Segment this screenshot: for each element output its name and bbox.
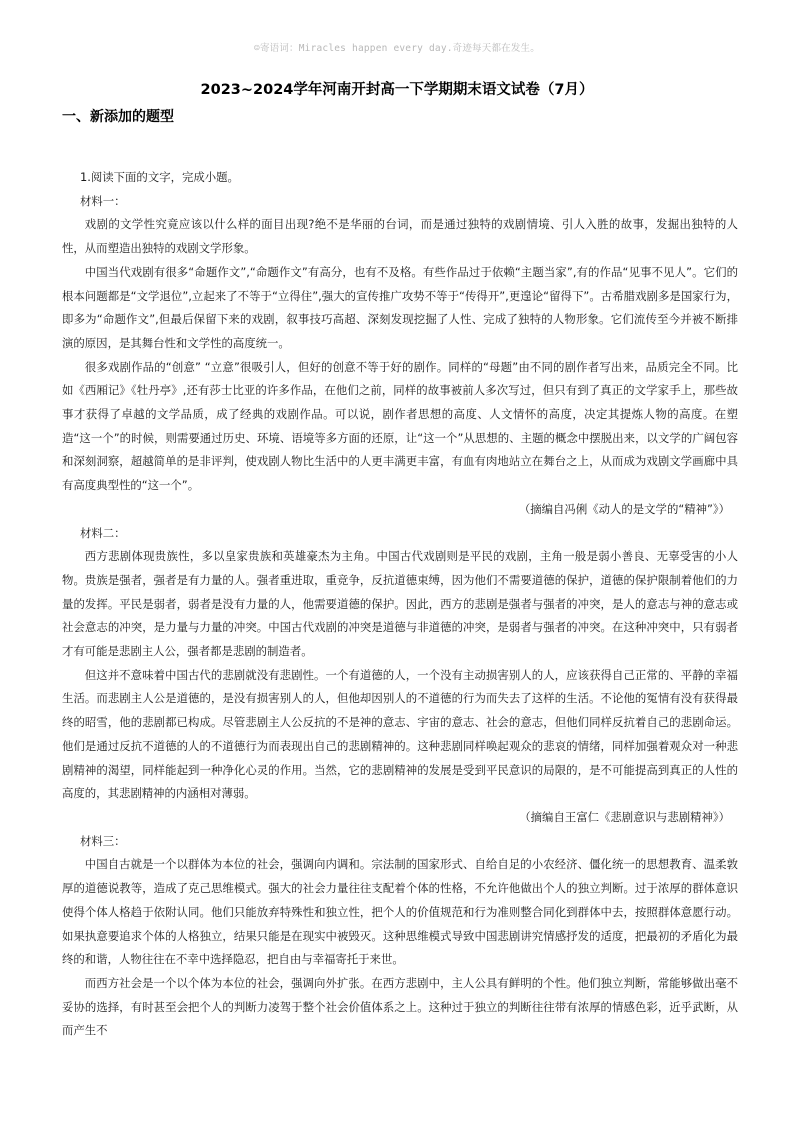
question-body — [62, 166, 738, 1043]
material1-source: （摘编自冯俐《动人的是文学的“精神”》） — [518, 501, 730, 516]
material1-label: 材料一： — [80, 193, 126, 208]
material1-paragraph-2: 中国当代戏剧有很多“命题作文”,“命题作文”有高分，也有不及格。有些作品过于依赖“主题当家”,有的作品“见事不见人”。它们的根本问题都是“文学退位”,立起来了不等于“立得住”,强大的宣传推广攻势不等于“传得开”,更遑论“留得下”。古希腊戏剧多是国家行为，即多为“命题作文”,但最后保留下来的戏剧，叙事技巧高超、深刻发现挖掘了人性、完成了独特的人物形象。它们流传至今并被不断排演的原因，是其舞台性和文学性的高度统一。 — [62, 264, 738, 350]
material3-paragraph-1: 中国自古就是一个以群体为本位的社会，强调向内调和。宗法制的国家形式、自给自足的小农经济、僵化统一的思想教育、温柔敦厚的道德说教等，造成了克己思维模式。强大的社会力量往往支配着个体的性格，不允许他做出个人的独立判断。过于浓厚的群体意识使得个体人格趋于依附认同。他们只能放弃特殊性和独立性，把个人的价值规范和行为准则整合同化到群体中去，按照群体意愿行动。如果执意要追求个体的人格独立，结果只能是在现实中被毁灭。这种思维模式导致中国悲剧讲究情感抒发的适度，把最初的矛盾化为最终的和谐，人物往往在不幸中选择隐忍，把自由与幸福寄托于来世。 — [62, 857, 738, 967]
material3-paragraph-2: 而西方社会是一个以个体为本位的社会，强调向外扩张。在西方悲剧中，主人公具有鲜明的个性。他们独立判断，常能够做出毫不妥协的选择，有时甚至会把个人的判断力凌驾于整个社会价值体系之上。这种过于独立的判断往往带有浓厚的情感色彩，近乎武断，从而产生不 — [62, 975, 738, 1038]
section-heading: 一、新添加的题型 — [62, 109, 174, 125]
material1-paragraph-3: 很多戏剧作品的“创意” “立意”很吸引人，但好的创意不等于好的剧作。同样的“母题”由不同的剧作者写出来，品质完全不同。比如《西厢记》《牡丹亭》,还有莎士比亚的许多作品，在他们之前，同样的故事被前人多次写过，但只有到了真正的文学家手上，那些故事才获得了卓越的文学品质，成了经典的戏剧作品。可以说，剧作者思想的高度、人文情怀的高度，决定其提炼人物的高度。在塑造“这一个”的时候，则需要通过历史、环境、语境等多方面的还原，让“这一个”从思想的、主题的概念中摆脱出来，以文学的广阔包容和深刻洞察，超越简单的是非评判，使戏剧人物比生活中的人更丰满更丰富，有血有肉地站立在舞台之上，从而成为戏剧文学画廊中具有高度典型性的“这一个”。 — [62, 359, 738, 493]
material2-source: （摘编自王富仁《悲剧意识与悲剧精神》） — [519, 809, 730, 824]
material2-paragraph-1: 西方悲剧体现贵族性，多以皇家贵族和英雄豪杰为主角。中国古代戏剧则是平民的戏剧，主角一般是弱小善良、无辜受害的小人物。贵族是强者，强者是有力量的人。强者重进取，重竞争，反抗道德束缚，因为他们不需要道德的保护，道德的保护限制着他们的力量的发挥。平民是弱者，弱者是没有力量的人，他需要道德的保护。因此，西方的悲剧是强者与强者的冲突，是人的意志与神的意志或社会意志的冲突，是力量与力量的冲突。中国古代戏剧的冲突是道德与非道德的冲突，是弱者与强者的冲突。在这种冲突中，只有弱者才有可能是悲剧主人公，强者都是悲剧的制造者。 — [62, 549, 738, 659]
exam-title: 2023~2024学年河南开封高一下学期期末语文试卷（7月） — [200, 82, 594, 98]
material1-paragraph-1: 戏剧的文学性究竟应该以什么样的面目出现?绝不是华丽的台词，而是通过独特的戏剧情境、引人入胜的故事，发掘出独特的人性，从而塑造出独特的戏剧文学形象。 — [62, 217, 738, 256]
question-prompt: 1.阅读下面的文字，完成小题。 — [80, 170, 239, 184]
material3-label: 材料三： — [80, 833, 126, 848]
header-motto: ☺寄语词：Miracles happen every day.奇迹每天都在发生。 — [254, 43, 540, 54]
material2-label: 材料二： — [80, 525, 126, 540]
material2-paragraph-2: 但这并不意味着中国古代的悲剧就没有悲剧性。一个有道德的人，一个没有主动损害别人的人，应该获得自己正常的、平静的幸福生活。而悲剧主人公是道德的，是没有损害别人的人，但他却因别人的不道德的行为而失去了这样的生活。不论他的冤情有没有获得最终的昭雪，他的悲剧都已构成。尽管悲剧主人公反抗的不是神的意志、宇宙的意志、社会的意志，但他们同样反抗着自己的悲剧命运。他们是通过反抗不道德的人的不道德行为而表现出自己的悲剧精神的。这种悲剧同样唤起观众的悲哀的情绪，同样加强着观众对一种悲剧精神的渴望，同样能起到一种净化心灵的作用。当然，它的悲剧精神的发展是受到平民意识的局限的，是不可能提高到真正的人性的高度的，其悲剧精神的内涵相对薄弱。 — [62, 667, 738, 801]
